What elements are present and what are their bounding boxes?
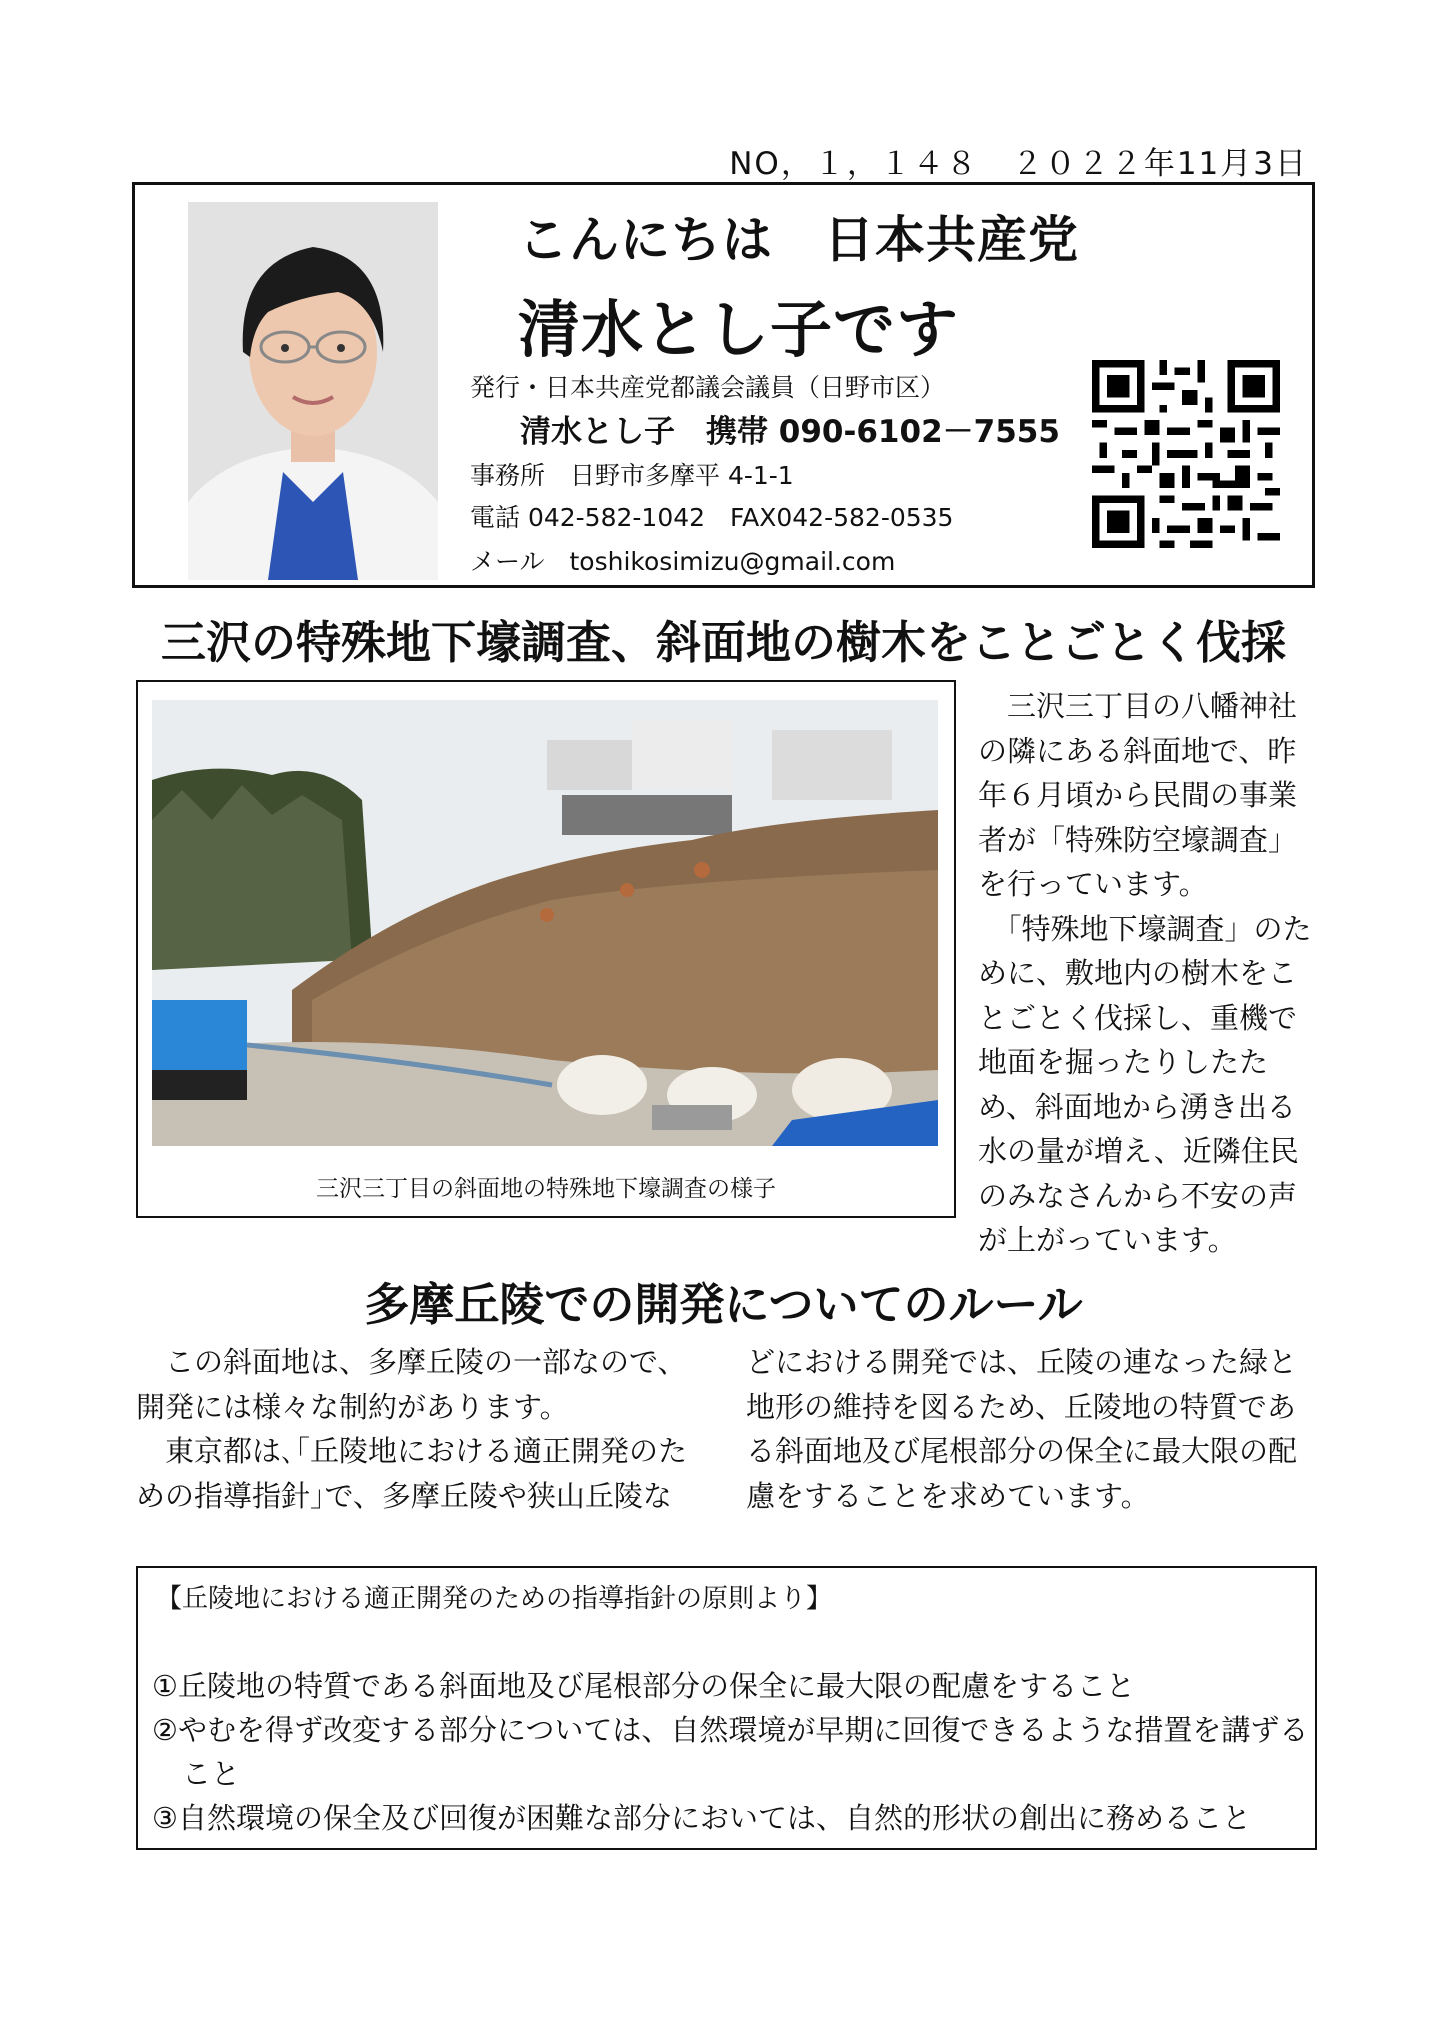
article1-headline: 三沢の特殊地下壕調査、斜面地の樹木をことごとく伐採 — [160, 616, 1286, 669]
qr-code-icon — [1092, 360, 1280, 548]
article2-paragraph: どにおける開発では、丘陵の連なった緑と地形の維持を図るため、丘陵地の特質である斜面地及び尾根部分の保全に最大限の配慮をすることを求めています。 — [746, 1345, 1298, 1513]
article2-paragraph: この斜面地は、多摩丘陵の一部なので、開発には様々な制約があります。 — [136, 1345, 687, 1424]
article2-paragraph: 東京都は､｢丘陵地における適正開発のための指導指針｣で、多摩丘陵や狭山丘陵な — [136, 1434, 688, 1513]
phone-fax: 電話 042-582-1042 FAX042-582-0535 — [470, 503, 954, 532]
article2-headline: 多摩丘陵での開発についてのルール — [364, 1278, 1083, 1331]
office-address: 事務所 日野市多摩平 4-1-1 — [470, 461, 794, 490]
article2-left-column — [136, 1340, 706, 1518]
rule-item: ②やむを得ず改変する部分については、自然環境が早期に回復できるような措置を講ずること — [152, 1713, 1309, 1791]
publisher-line: 発行・日本共産党都議会議員（日野市区） — [470, 373, 946, 402]
article1-body — [978, 684, 1314, 1263]
rule-item: ③自然環境の保全及び回復が困難な部分においては、自然的形状の創出に務めること — [152, 1801, 1251, 1835]
portrait-photo — [188, 202, 438, 580]
slope-site-photo — [152, 700, 938, 1146]
greeting-title: こんにちは 日本共産党 — [518, 211, 1079, 269]
representative-name: 清水とし子です — [518, 293, 960, 366]
article1-paragraph: 三沢三丁目の八幡神社の隣にある斜面地で、昨年６月頃から民間の事業者が「特殊防空壕調査」を行っています。 — [978, 689, 1298, 901]
email-line: メール toshikosimizu@gmail.com — [470, 547, 896, 576]
rules-title: 【丘陵地における適正開発のための指導指針の原則より】 — [156, 1584, 833, 1614]
contact-name-phone: 清水とし子 携帯 090-6102－7555 — [520, 414, 1060, 450]
rule-item: ①丘陵地の特質である斜面地及び尾根部分の保全に最大限の配慮をすること — [152, 1669, 1135, 1703]
issue-number-date: NO，１，１４８ ２０２２年11月3日 — [729, 146, 1308, 182]
photo-caption: 三沢三丁目の斜面地の特殊地下壕調査の様子 — [316, 1176, 776, 1202]
article1-paragraph: 「特殊地下壕調査」のために、敷地内の樹木をことごとく伐採し、重機で地面を掘ったりしたため、斜面地から湧き出る水の量が増え、近隣住民のみなさんから不安の声が上がっています。 — [978, 911, 1312, 1257]
article2-right-column — [746, 1340, 1316, 1518]
